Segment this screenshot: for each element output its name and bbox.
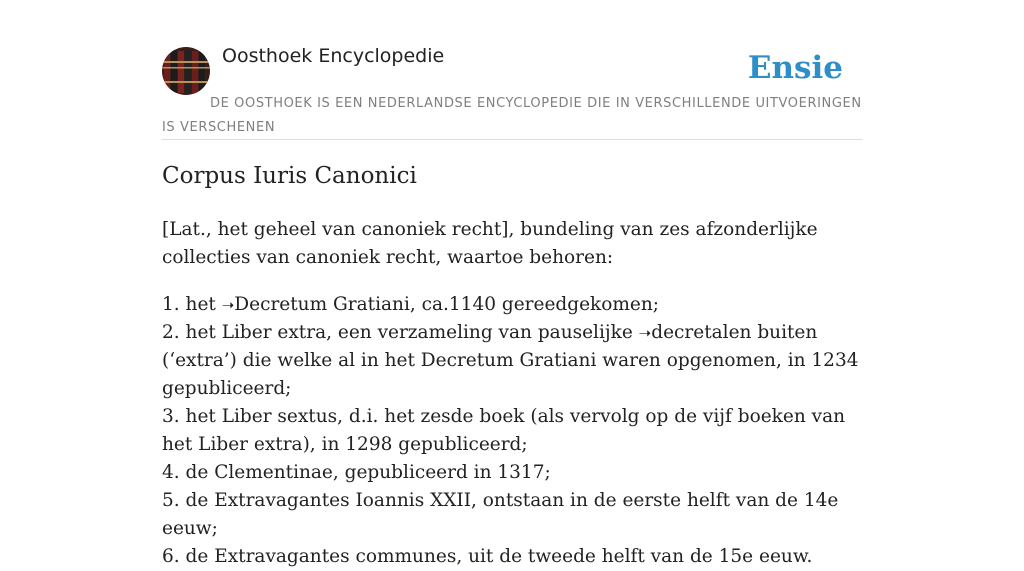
list-item-text: 2. het Liber extra, een verzameling van pauselijke <box>162 322 639 343</box>
encyclopedia-avatar[interactable] <box>162 47 210 95</box>
list-item-6: 6. de Extravagantes communes, uit de tweede helft van de 15e eeuw. <box>162 546 813 567</box>
list-item-1 <box>162 291 862 319</box>
list-item-5: 5. de Extravagantes Ioannis XXII, ontstaan in de eerste helft van de 14e eeuw; <box>162 490 839 539</box>
list-item-text: 1. het <box>162 294 222 315</box>
header-divider <box>162 139 862 140</box>
decretalen-link[interactable]: decretalen <box>651 322 752 343</box>
decretum-gratiani-link[interactable]: Decretum Gratiani <box>234 294 410 315</box>
list-item-text: buiten (‘extra’) die welke al in het Decretum Gratiani waren opgenomen, in 1234 gepubliceerd; <box>162 322 859 399</box>
article-intro: [Lat., het geheel van canoniek recht], bundeling van zes afzonderlijke collecties van canoniek recht, waartoe behoren: <box>162 219 818 268</box>
list-item-3: 3. het Liber sextus, d.i. het zesde boek (als vervolg op de vijf boeken van het Liber extra), in 1298 gepubliceerd; <box>162 406 846 455</box>
collection-list <box>162 291 862 571</box>
list-item-4: 4. de Clementinae, gepubliceerd in 1317; <box>162 462 551 483</box>
article-title: Corpus Iuris Canonici <box>162 163 417 189</box>
ensie-logo[interactable]: Ensie <box>747 50 843 86</box>
right-arrow-icon: ➝ <box>221 296 235 314</box>
list-item-text: , ca.1140 gereedgekomen; <box>409 294 660 315</box>
site-name[interactable]: Oosthoek Encyclopedie <box>222 45 445 67</box>
list-item-2 <box>162 319 862 403</box>
right-arrow-icon: ➝ <box>638 324 652 342</box>
books-image <box>162 47 210 95</box>
site-tagline: DE OOSTHOEK IS EEN NEDERLANDSE ENCYCLOPEDIE DIE IN VERSCHILLENDE UITVOERINGEN IS VERSCHENEN <box>162 96 862 135</box>
